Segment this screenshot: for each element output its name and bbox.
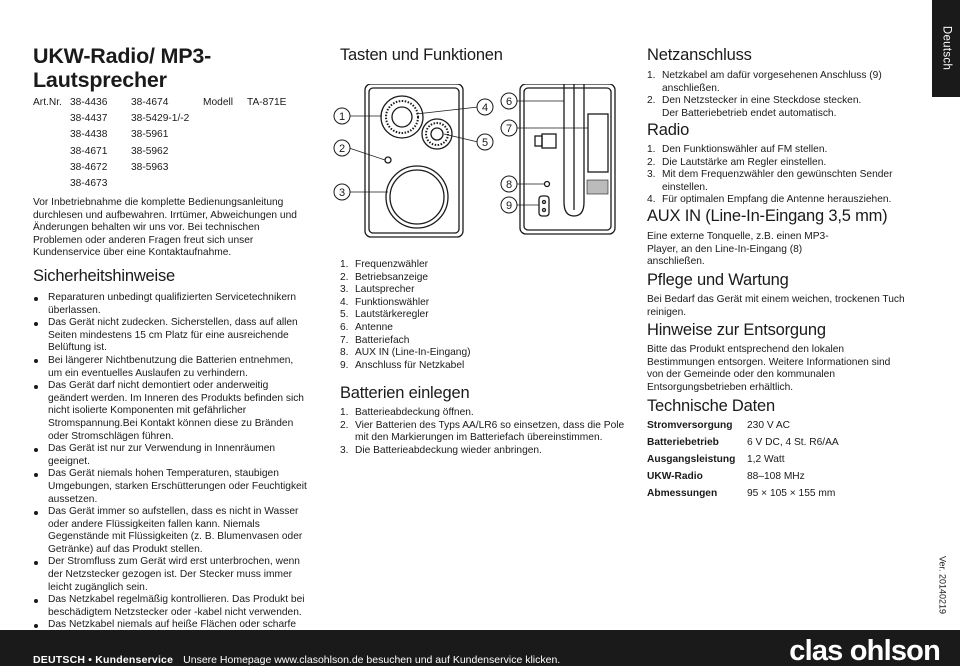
- table-row: Ausgangsleistung 1,2 Watt: [647, 454, 785, 465]
- specs-heading: Technische Daten: [647, 397, 775, 415]
- callout-number: 3: [338, 187, 346, 199]
- list-item: Das Netzkabel niemals auf heiße Flächen oder scharfe: [33, 619, 307, 644]
- footer-label: DEUTSCH • Kundenservice: [33, 654, 174, 666]
- article-prefix: Art.Nr.: [33, 97, 62, 108]
- list-item: 7. Batteriefach: [340, 334, 410, 346]
- list-item: 3. Mit dem Frequenzwähler den gewünschten Sender einstellen.: [647, 169, 893, 193]
- callout-number: 7: [505, 123, 513, 135]
- article-number: 38-5961: [131, 129, 169, 141]
- callout-number: 8: [505, 179, 513, 191]
- functions-heading: Tasten und Funktionen: [340, 46, 503, 64]
- care-text: Bei Bedarf das Gerät mit einem weichen, trockenen Tuch reinigen.: [647, 294, 905, 318]
- list-item: 8. AUX IN (Line-In-Eingang): [340, 347, 471, 359]
- specs-table: [647, 420, 839, 505]
- care-heading: Pflege und Wartung: [647, 271, 789, 289]
- callout-line: [416, 107, 478, 114]
- list-item: 9. Anschluss für Netzkabel: [340, 359, 465, 371]
- radio-list: [647, 144, 932, 207]
- list-item: Bei längerer Nichtbenutzung die Batterien entnehmen, um ein eventuelles Auslaufen zu verhindern.: [33, 355, 307, 380]
- article-numbers: [33, 97, 305, 194]
- version-label: Ver. 20140219: [937, 555, 948, 615]
- power-indicator: [385, 157, 391, 163]
- device-diagram: [332, 84, 632, 239]
- aux-in-port: [545, 182, 550, 187]
- list-item: 2. Den Netzstecker in eine Steckdose stecken. Der Batteriebetrieb endet automatisch.: [647, 95, 862, 119]
- power-socket-pin: [543, 201, 546, 204]
- table-row: UKW-Radio 88–108 MHz: [647, 471, 805, 482]
- power-socket-pin: [543, 209, 546, 212]
- table-row: Abmessungen 95 × 105 × 155 mm: [647, 488, 836, 499]
- list-item: 1. Batterieabdeckung öffnen.: [340, 407, 474, 418]
- page-title: UKW-Radio/ MP3-Lautsprecher: [33, 44, 212, 92]
- list-item: 2. Vier Batterien des Typs AA/LR6 so einsetzen, dass die Pole mit den Markierungen im Batteriefach übereinstimmen.: [340, 419, 625, 444]
- list-item: 1. Frequenzwähler: [340, 259, 429, 270]
- article-number: 38-4671: [70, 145, 108, 157]
- list-item: 1. Netzkabel am dafür vorgesehenen Anschluss (9) anschließen.: [647, 70, 882, 94]
- callout-line: [349, 148, 385, 160]
- language-tab-label: Deutsch: [940, 25, 953, 71]
- disposal-text: Bitte das Produkt entsprechend den lokalen Bestimmungen entsorgen. Weitere Informationen sind von der Gemeinde oder den kommunalen Entsorgungsbetrieben erhältlich.: [647, 344, 891, 393]
- disposal-heading: Hinweise zur Entsorgung: [647, 321, 826, 339]
- speaker-inner: [390, 170, 444, 224]
- list-item: Das Gerät darf nicht demontiert oder anderweitig geändert werden. Im Inneren des Produkts befinden sich nicht isolierte Komponenten mit gefährlicher Stromspannung.Bei Kontakt können diese zu Bränden oder Stromschlägen führen.: [33, 380, 307, 443]
- battery-compartment: [588, 114, 608, 172]
- functions-list: [340, 259, 620, 372]
- aux-heading: AUX IN (Line-In-Eingang 3,5 mm): [647, 207, 888, 225]
- vent-grille: [587, 180, 608, 194]
- list-item: 3. Die Batterieabdeckung wieder anbringen.: [340, 444, 542, 456]
- safety-heading: Sicherheitshinweise: [33, 267, 176, 285]
- batteries-list: [340, 407, 625, 457]
- aux-text: Eine externe Tonquelle, z.B. einen MP3-Player, an den Line-In-Eingang (8) anschließen.: [647, 231, 829, 268]
- article-number: 38-5429-1/-2: [131, 113, 190, 125]
- article-number: 38-5963: [131, 161, 169, 173]
- list-item: Das Gerät immer so aufstellen, dass es nicht in Wasser oder andere Flüssigkeiten fallen kann. Niemals Gegenstände mit Flüssigkeiten (z. B. Blumenvasen oder Getränke) auf das Produkt stellen.: [33, 506, 307, 556]
- footer-text: [33, 654, 560, 666]
- list-item: 1. Den Funktionswähler auf FM stellen.: [647, 144, 828, 155]
- list-item: Das Gerät niemals hohen Temperaturen, staubigen Umgebungen, starken Erschütterungen oder Feuchtigkeit aussetzen.: [33, 468, 307, 506]
- footer-homepage: Unsere Homepage www.clasohlson.de besuchen und auf Kundenservice klicken.: [183, 654, 561, 666]
- function-switch: [542, 134, 556, 148]
- list-item: Das Gerät ist nur zur Verwendung in Innenräumen geeignet.: [33, 443, 307, 468]
- list-item: 6. Antenne: [340, 321, 393, 333]
- model-number: TA-871E: [247, 97, 287, 108]
- article-number: 38-4674: [131, 97, 169, 108]
- table-row: Stromversorgung 230 V AC: [647, 420, 791, 431]
- article-number: 38-4438: [70, 129, 108, 141]
- list-item: Reparaturen unbedingt qualifizierten Servicetechnikern überlassen.: [33, 292, 307, 317]
- brand-logo: clas ohlson: [789, 635, 940, 666]
- article-number: 38-5962: [131, 145, 169, 157]
- frequency-dial-center: [392, 107, 412, 127]
- article-number: 38-4436: [70, 97, 108, 108]
- intro-text: Vor Inbetriebnahme die komplette Bedienungsanleitung durchlesen und aufbewahren. Irrtümer, Abweichungen und Änderungen behalten wir uns vor. Bei technischen Problemen oder anderen Fragen freut sich unser Kundenservice über eine Kontaktaufnahme.: [33, 197, 297, 259]
- callout-number: 2: [338, 143, 346, 155]
- batteries-heading: Batterien einlegen: [340, 384, 470, 402]
- callout-number: 5: [481, 137, 489, 149]
- list-item: Der Stromfluss zum Gerät wird erst unterbrochen, wenn der Netzstecker gezogen ist. Der Stecker muss immer leicht zugänglich sein.: [33, 556, 307, 594]
- volume-knob-center: [431, 128, 443, 140]
- safety-list: [33, 292, 307, 645]
- list-item: Das Gerät nicht zudecken. Sicherstellen, dass auf allen Seiten mindestens 15 cm Platz für eine ausreichende Belüftung ist.: [33, 317, 307, 355]
- list-item: 4. Für optimalen Empfang die Antenne herausziehen.: [647, 194, 892, 206]
- callout-number: 1: [338, 111, 346, 123]
- list-item: 5. Lautstärkeregler: [340, 309, 429, 321]
- device-back-inner: [524, 88, 611, 230]
- article-number: 38-4673: [70, 177, 108, 189]
- list-item: 2. Betriebsanzeige: [340, 271, 429, 283]
- callout-number: 4: [481, 102, 489, 114]
- power-socket: [539, 196, 549, 216]
- model-label: Modell: [203, 97, 234, 108]
- list-item: 3. Lautsprecher: [340, 284, 415, 296]
- language-tab: [932, 0, 960, 97]
- footer: [0, 630, 960, 666]
- frequency-dial-knurl: [386, 101, 418, 133]
- radio-heading: Radio: [647, 121, 690, 139]
- frequency-dial: [381, 96, 423, 138]
- speaker: [386, 166, 448, 228]
- device-front-outline: [365, 84, 463, 237]
- callout-line: [444, 134, 478, 142]
- list-item: 4. Funktionswähler: [340, 296, 430, 308]
- article-number: 38-4437: [70, 113, 108, 125]
- function-switch-knob: [535, 136, 542, 146]
- callout-number: 6: [505, 96, 513, 108]
- power-heading: Netzanschluss: [647, 46, 752, 64]
- power-list: [647, 70, 919, 120]
- list-item: Das Netzkabel regelmäßig kontrollieren. Das Produkt bei beschädigtem Netzstecker oder -kabel nicht verwenden.: [33, 594, 307, 619]
- table-row: Batteriebetrieb 6 V DC, 4 St. R6/AA: [647, 437, 839, 448]
- article-number: 38-4672: [70, 161, 108, 173]
- device-back-outline: [520, 84, 615, 234]
- callout-number: 9: [505, 200, 513, 212]
- list-item: 2. Die Lautstärke am Regler einstellen.: [647, 156, 827, 168]
